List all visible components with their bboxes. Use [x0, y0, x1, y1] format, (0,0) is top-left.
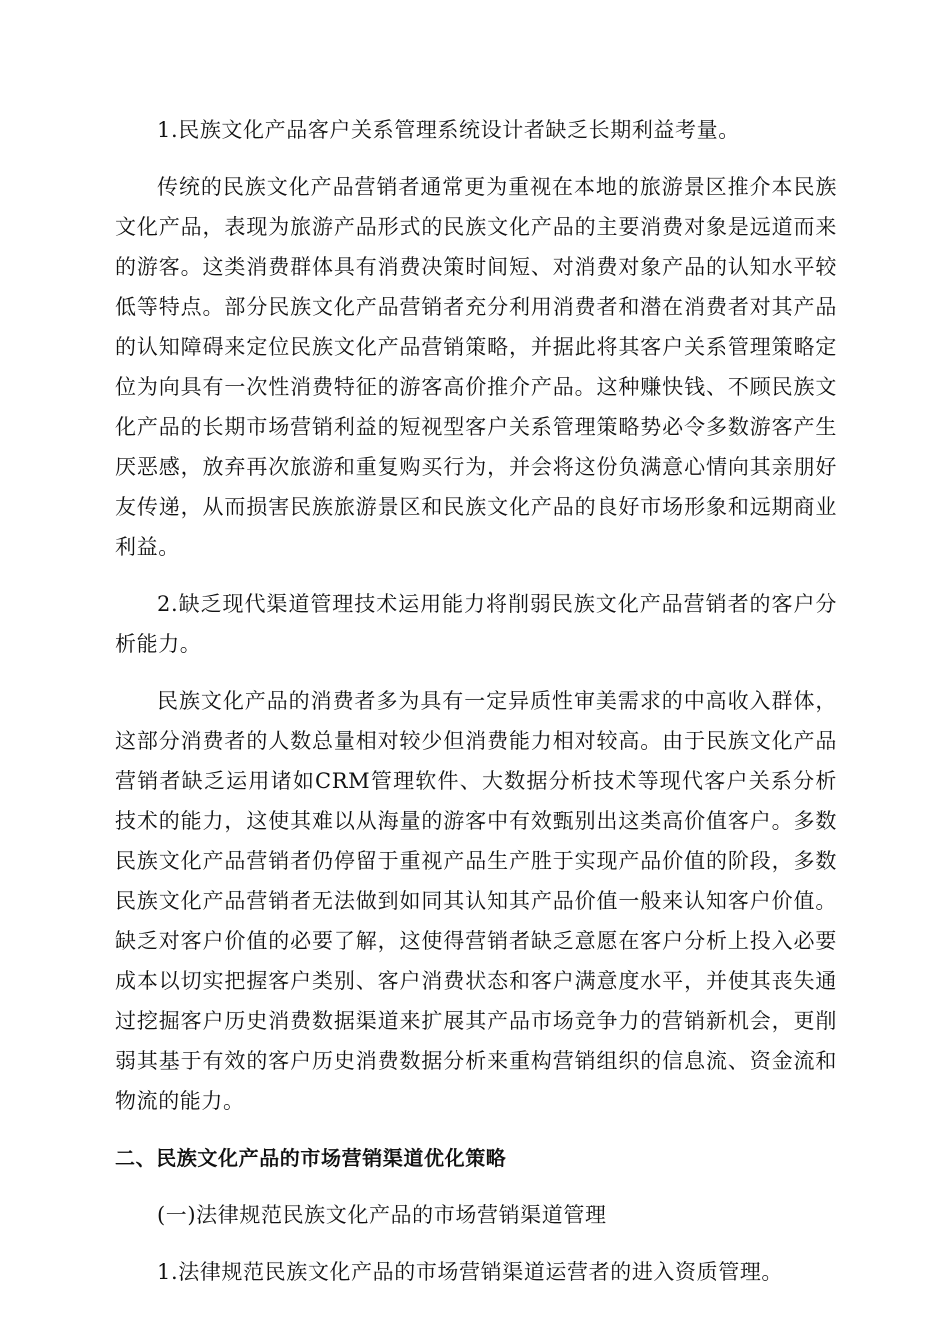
section-heading: 二、民族文化产品的市场营销渠道优化策略: [115, 1146, 507, 1170]
subsection-heading: (一)法律规范民族文化产品的市场营销渠道管理: [157, 1203, 607, 1227]
body-paragraph-2: 民族文化产品的消费者多为具有一定异质性审美需求的中高收入群体，这部分消费者的人数总量相对较少但消费能力相对较高。由于民族文化产品营销者缺乏运用诸如CRM管理软件、大数据分析技术等现代客户关系分析技术的能力，这使其难以从海量的游客中有效甄别出这类高价值客户。多数民族文化产品营销者仍停留于重视产品生产胜于实现产品价值的阶段，多数民族文化产品营销者无法做到如同其认知其产品价值一般来认知客户价值。缺乏对客户价值的必要了解，这使得营销者缺乏意愿在客户分析上投入必要成本以切实把握客户类别、客户消费状态和客户满意度水平，并使其丧失通过挖掘客户历史消费数据渠道来扩展其产品市场竞争力的营销新机会，更削弱其基于有效的客户历史消费数据分析来重构营销组织的信息流、资金流和物流的能力。: [115, 689, 837, 1113]
body-paragraph-1: 传统的民族文化产品营销者通常更为重视在本地的旅游景区推介本民族文化产品，表现为旅游产品形式的民族文化产品的主要消费对象是远道而来的游客。这类消费群体具有消费决策时间短、对消费对象产品的认知水平较低等特点。部分民族文化产品营销者充分利用消费者和潜在消费者对其产品的认知障碍来定位民族文化产品营销策略，并据此将其客户关系管理策略定位为向具有一次性消费特征的游客高价推介产品。这种赚快钱、不顾民族文化产品的长期市场营销利益的短视型客户关系管理策略势必令多数游客产生厌恶感，放弃再次旅游和重复购买行为，并会将这份负满意心情向其亲朋好友传递，从而损害民族旅游景区和民族文化产品的良好市场形象和远期商业利益。: [115, 175, 837, 559]
list-item-2: 2.缺乏现代渠道管理技术运用能力将削弱民族文化产品营销者的客户分析能力。: [115, 592, 837, 656]
document-page: [115, 110, 837, 1309]
list-item-3: 1.法律规范民族文化产品的市场营销渠道运营者的进入资质管理。: [157, 1260, 784, 1284]
list-item-1: 1.民族文化产品客户关系管理系统设计者缺乏长期利益考量。: [157, 118, 740, 142]
